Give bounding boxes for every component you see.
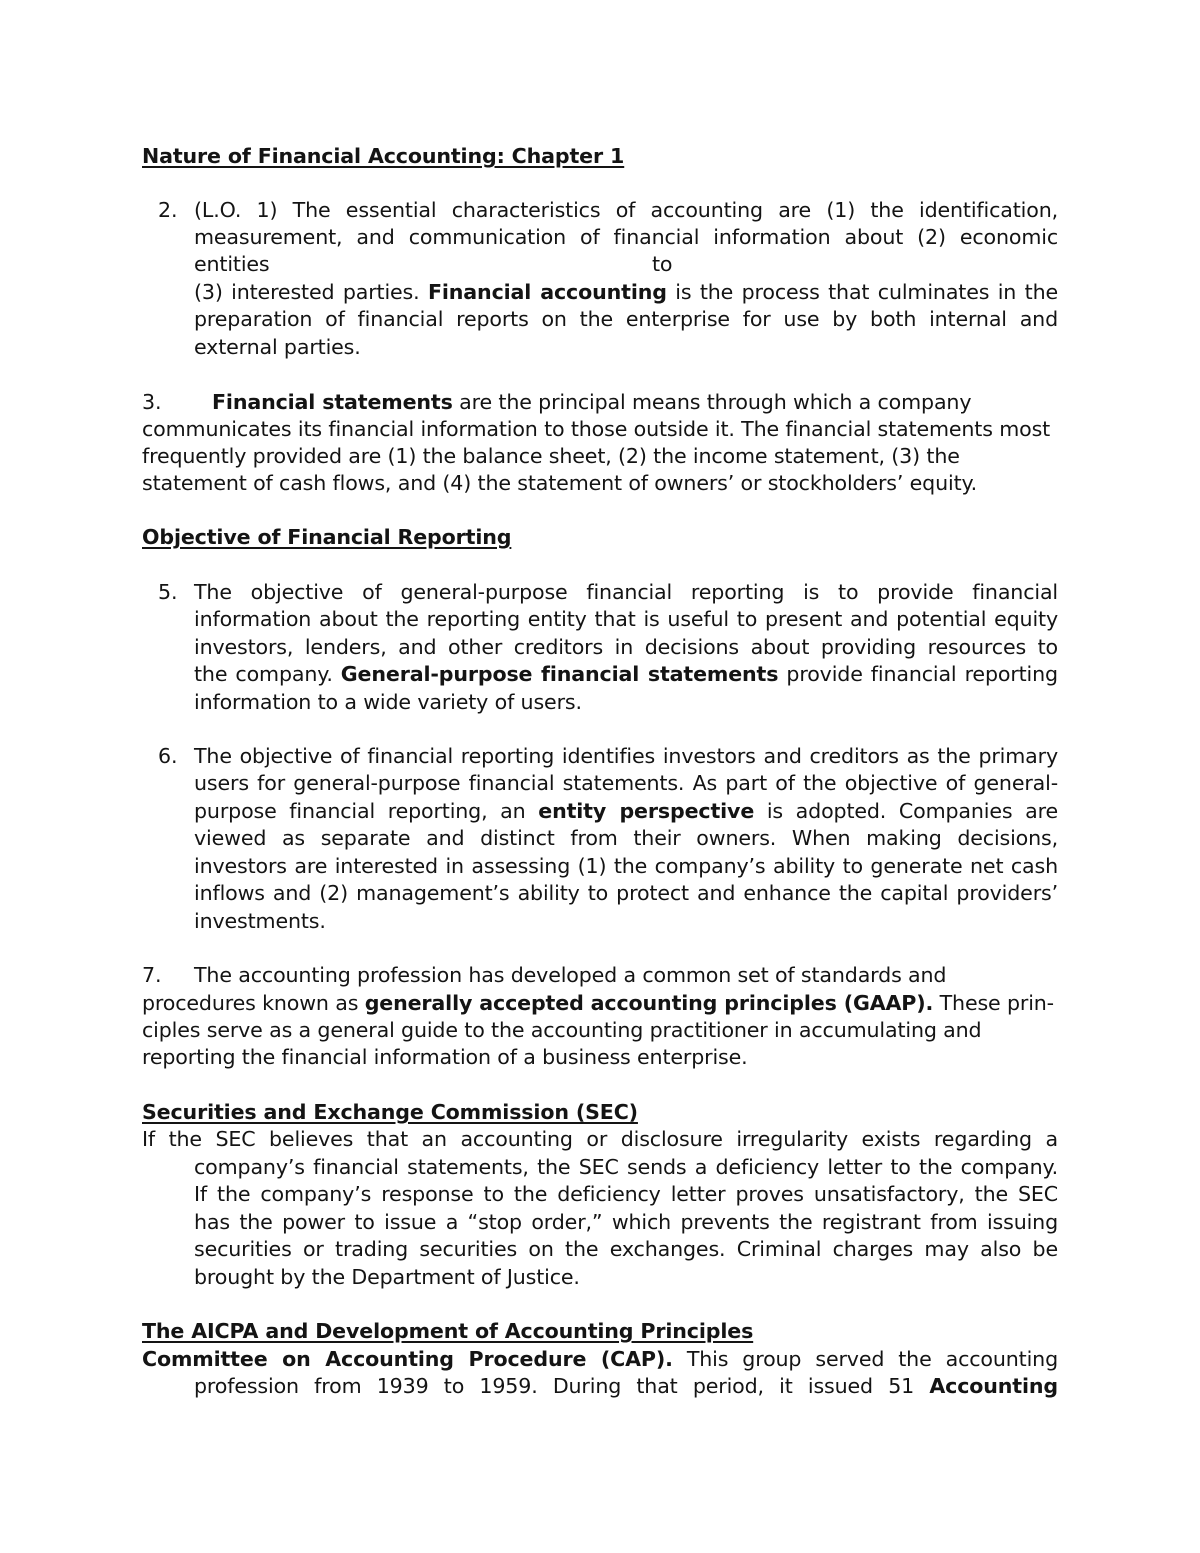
cap-line-1: [142, 1346, 1058, 1373]
item-3-line-3: frequently provided are (1) the balance sheet, (2) the income statement, (3) the: [142, 444, 960, 468]
item-6-line-5: investors are interested in assessing (1) the company’s ability to generate net cash: [194, 854, 1058, 878]
item-7-line-1: The accounting profession has developed a common set of standards and: [194, 963, 947, 987]
item-2-line-1: (L.O. 1) The essential characteristics of accounting are (1) the identification,: [194, 198, 1058, 222]
item-2-line-4: [194, 279, 1058, 306]
item-5-number: 5.: [158, 580, 178, 604]
item-3-line-2: communicates its financial information to those outside it. The financial statements most: [142, 417, 1051, 441]
item-5-line-2: information about the reporting entity that is useful to present and potential equity: [194, 607, 1058, 631]
item-2-line-2: measurement, and communication of financial information about (2) economic: [194, 225, 1058, 249]
section-heading-sec: Securities and Exchange Commission (SEC): [142, 1100, 638, 1124]
item-7-line-4: reporting the financial information of a business enterprise.: [142, 1045, 748, 1069]
item-7-line-2: [142, 990, 1054, 1017]
item-6-number: 6.: [158, 744, 178, 768]
item-2-line-4c: is the process that culminates in the: [675, 280, 1058, 304]
item-2-line-4a: (3) interested parties.: [194, 280, 420, 304]
cap-line-2a: profession from 1939 to 1959. During that period, it issued 51: [194, 1374, 915, 1398]
item-2-line-3b: to: [652, 252, 673, 276]
item-3-line-4: statement of cash flows, and (4) the statement of owners’ or stockholders’ equity.: [142, 471, 977, 495]
item-5-line-4: [194, 661, 1058, 688]
term-financial-statements: Financial statements: [212, 390, 453, 414]
item-3-number: 3.: [142, 390, 162, 414]
term-financial-accounting: Financial accounting: [427, 280, 667, 304]
sec-line-5: securities or trading securities on the exchanges. Criminal charges may also be: [194, 1237, 1058, 1261]
section-heading-objective: Objective of Financial Reporting: [142, 525, 512, 549]
item-5-line-3: investors, lenders, and other creditors in decisions about providing resources to: [194, 635, 1058, 659]
item-5-line-4a: the company.: [194, 662, 333, 686]
item-6-line-2: users for general-purpose financial statements. As part of the objective of general-: [194, 771, 1058, 795]
term-general-purpose-statements: General-purpose financial statements: [340, 662, 779, 686]
sec-line-4: has the power to issue a “stop order,” which prevents the registrant from issuing: [194, 1210, 1058, 1234]
item-6-line-4: viewed as separate and distinct from their owners. When making decisions,: [194, 826, 1058, 850]
sec-line-3: If the company’s response to the deficiency letter proves unsatisfactory, the SEC: [194, 1182, 1058, 1206]
sec-line-6: brought by the Department of Justice.: [194, 1265, 580, 1289]
item-7-line-2a: procedures known as: [142, 991, 359, 1015]
item-2-line-5: preparation of financial reports on the enterprise for use by both internal and: [194, 307, 1058, 331]
item-6-line-3a: purpose financial reporting, an: [194, 799, 526, 823]
item-3-line-1: [212, 389, 971, 416]
item-5-line-1: The objective of general-purpose financial reporting is to provide financial: [194, 580, 1058, 604]
item-2-line-3a: entities: [194, 252, 270, 276]
term-entity-perspective: entity perspective: [538, 799, 755, 823]
item-7-number: 7.: [142, 963, 162, 987]
term-cap: Committee on Accounting Procedure (CAP).: [142, 1347, 673, 1371]
sec-line-1: If the SEC believes that an accounting or disclosure irregularity exists regarding a: [142, 1127, 1058, 1151]
item-2-line-6: external parties.: [194, 335, 361, 359]
cap-line-2: [194, 1373, 1058, 1400]
item-7-line-2c: These prin-: [939, 991, 1054, 1015]
item-3-line-1b: are the principal means through which a company: [459, 390, 972, 414]
term-accounting: Accounting: [929, 1374, 1058, 1398]
item-2-number: 2.: [158, 198, 178, 222]
item-6-line-1: The objective of financial reporting identifies investors and creditors as the primary: [194, 744, 1058, 768]
item-5-line-5: information to a wide variety of users.: [194, 690, 582, 714]
section-heading-aicpa: The AICPA and Development of Accounting Principles: [142, 1319, 754, 1343]
cap-line-1b: This group served the accounting: [686, 1347, 1058, 1371]
item-6-line-3: [194, 798, 1058, 825]
term-gaap: generally accepted accounting principles (GAAP).: [364, 991, 934, 1015]
item-6-line-7: investments.: [194, 909, 326, 933]
chapter-title: Nature of Financial Accounting: Chapter 1: [142, 144, 625, 168]
sec-line-2: company’s financial statements, the SEC sends a deficiency letter to the company.: [194, 1155, 1058, 1179]
item-7-line-3: ciples serve as a general guide to the accounting practitioner in accumulating and: [142, 1018, 982, 1042]
item-6-line-6: inflows and (2) management’s ability to protect and enhance the capital providers’: [194, 881, 1058, 905]
item-5-line-4c: provide financial reporting: [786, 662, 1058, 686]
item-6-line-3c: is adopted. Companies are: [766, 799, 1058, 823]
